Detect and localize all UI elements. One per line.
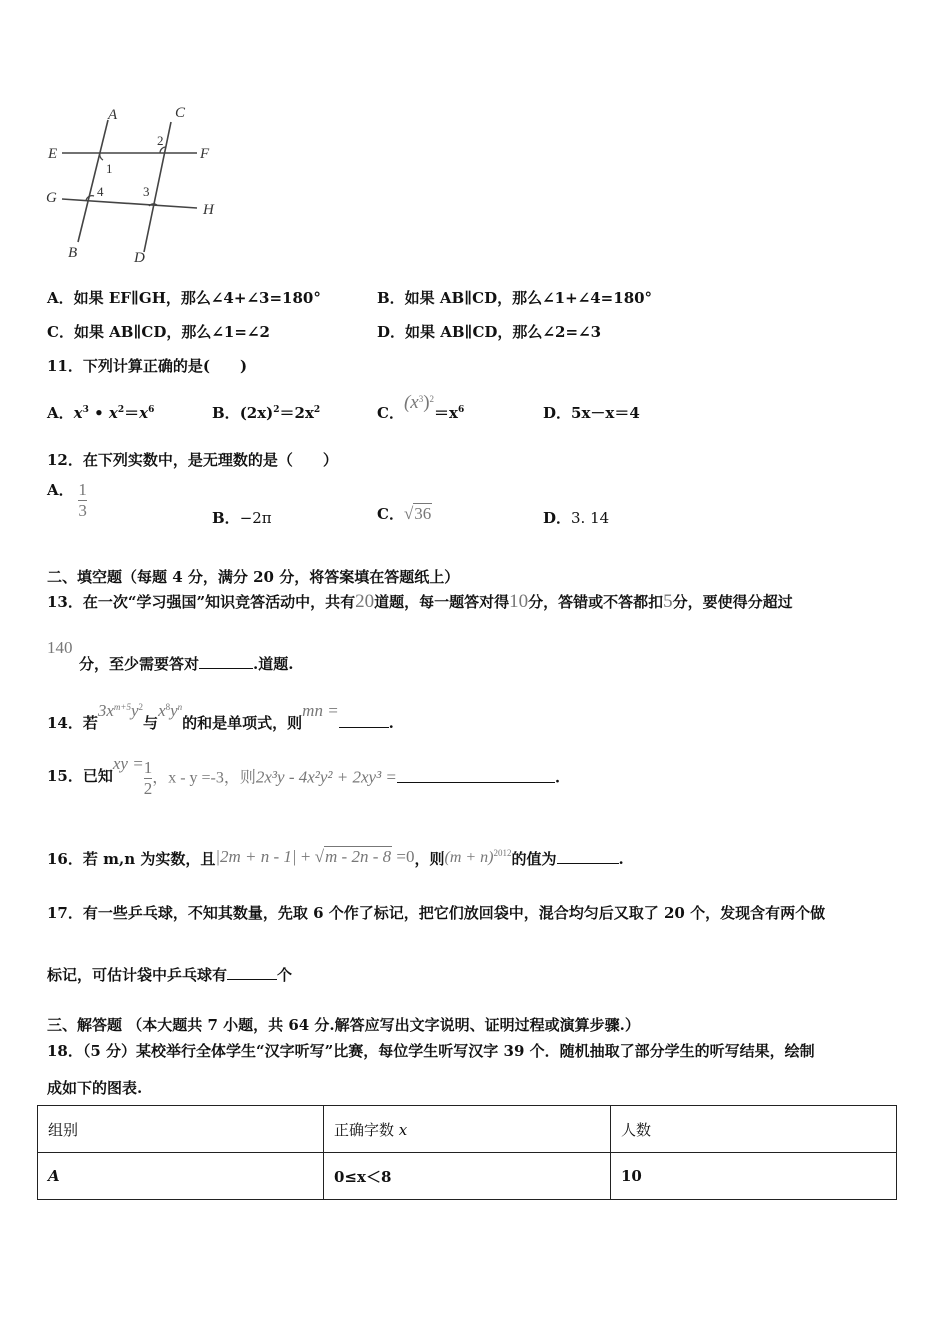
section-2-heading: 二、填空题（每题 4 分，满分 20 分，将答案填在答题纸上） [47, 568, 460, 586]
q11-stem: 11．下列计算正确的是( ) [47, 357, 248, 375]
q18-line1: 18．（5 分）某校举行全体学生“汉字听写”比赛，每位学生听写汉字 39 个．随机抽取了部分学生的听写结果，绘制 [47, 1042, 815, 1060]
label-b: B [68, 245, 78, 261]
q16-answer-blank[interactable] [557, 849, 619, 864]
q10-option-b: B．如果 AB∥CD，那么∠1+∠4=180° [377, 289, 653, 307]
q10-option-c: C．如果 AB∥CD，那么∠1=∠2 [47, 323, 270, 341]
q15-line: 15．已知xy = $\frac{1}{2}$ ，x - y =-3，则2x³y - 4x²y² + 2xy³ = . [47, 753, 561, 798]
cell-count: 10 [611, 1153, 897, 1200]
header-people: 人数 [611, 1106, 897, 1153]
label-angle3: 3 [143, 184, 150, 199]
q16-line: 16．若 m,n 为实数，且|2m + n - 1| + √m - 2n - 8 =0，则$(m + n)^{2012}$的值为 . [47, 847, 624, 868]
q14-line: 14．若$3x^{m+5}y^2$与$x^8y^n$的和是单项式，则mn =. [47, 701, 394, 732]
label-e: E [48, 146, 58, 162]
label-angle1: 1 [106, 161, 113, 176]
q10-option-d: D．如果 AB∥CD，那么∠2=∠3 [377, 323, 602, 341]
header-group: 组别 [38, 1106, 324, 1153]
line-ab [78, 120, 108, 242]
label-a: A [108, 107, 118, 123]
fraction-one-half: $\frac{1}{2}$ [143, 758, 153, 798]
label-c: C [175, 105, 186, 121]
label-g: G [46, 190, 57, 206]
q11-option-d: D．5x－x＝4 [543, 404, 640, 422]
q17-line1: 17．有一些乒乓球，不知其数量，先取 6 个作了标记，把它们放回袋中，混合均匀后又取了 20 个，发现含有两个做 [47, 904, 826, 922]
label-d: D [134, 250, 145, 266]
q14-answer-blank[interactable] [339, 713, 389, 728]
header-correct-count: 正确字数 x [324, 1106, 611, 1153]
cell-range: 0≤x＜8 [324, 1153, 611, 1200]
cell-group: A [38, 1153, 324, 1200]
q11-option-b: B．$(2x)^2=2x^2$ [212, 404, 321, 422]
q11-option-a: A．$x^3$ • $x^2=x^6$ [47, 404, 155, 422]
label-angle4: 4 [97, 184, 104, 199]
q11-option-c: C．$(x^3)^2=x^6$ [377, 392, 465, 422]
q12-option-d: D．3. 14 [543, 509, 610, 527]
q12-option-b: B．−2π [212, 509, 272, 527]
q12-stem: 12．在下列实数中，是无理数的是（ ） [47, 451, 338, 469]
q12-option-a: A． $\frac{1}{3}$ [47, 480, 87, 520]
fraction-one-third: $\frac{1}{3}$ [78, 480, 87, 520]
parallel-lines-figure [40, 100, 230, 270]
label-f: F [200, 146, 210, 162]
q17-line2: 标记，可估计袋中乒乓球有 个 [47, 966, 293, 984]
section-3-heading: 三、解答题 （本大题共 7 小题，共 64 分.解答应写出文字说明、证明过程或演算步骤.） [47, 1016, 640, 1034]
table-row [38, 1153, 897, 1200]
q13-answer-blank[interactable] [199, 654, 253, 669]
table-header-row [38, 1106, 897, 1153]
angle1-arc [100, 153, 103, 160]
q12-option-c: C．√36 [377, 504, 432, 523]
label-h: H [203, 202, 214, 218]
q17-answer-blank[interactable] [227, 965, 277, 980]
q13-line2: 分，至少需要答对 .道题. [79, 655, 294, 673]
sqrt-36: √36 [403, 504, 432, 523]
line-gh [62, 199, 197, 208]
q13-line1: 13．在一次“学习强国”知识竞答活动中，共有20道题，每一题答对得10分，答错或不答都扣5分，要使得分超过 [47, 591, 793, 612]
q13-number-140: 140 [47, 638, 73, 657]
results-table [37, 1105, 897, 1200]
label-angle2: 2 [157, 133, 164, 148]
sqrt-expression: √m - 2n - 8 [314, 847, 392, 866]
q15-answer-blank[interactable] [397, 768, 555, 783]
q18-line2: 成如下的图表. [47, 1079, 143, 1097]
q10-option-a: A．如果 EF∥GH，那么∠4+∠3=180° [47, 289, 321, 307]
